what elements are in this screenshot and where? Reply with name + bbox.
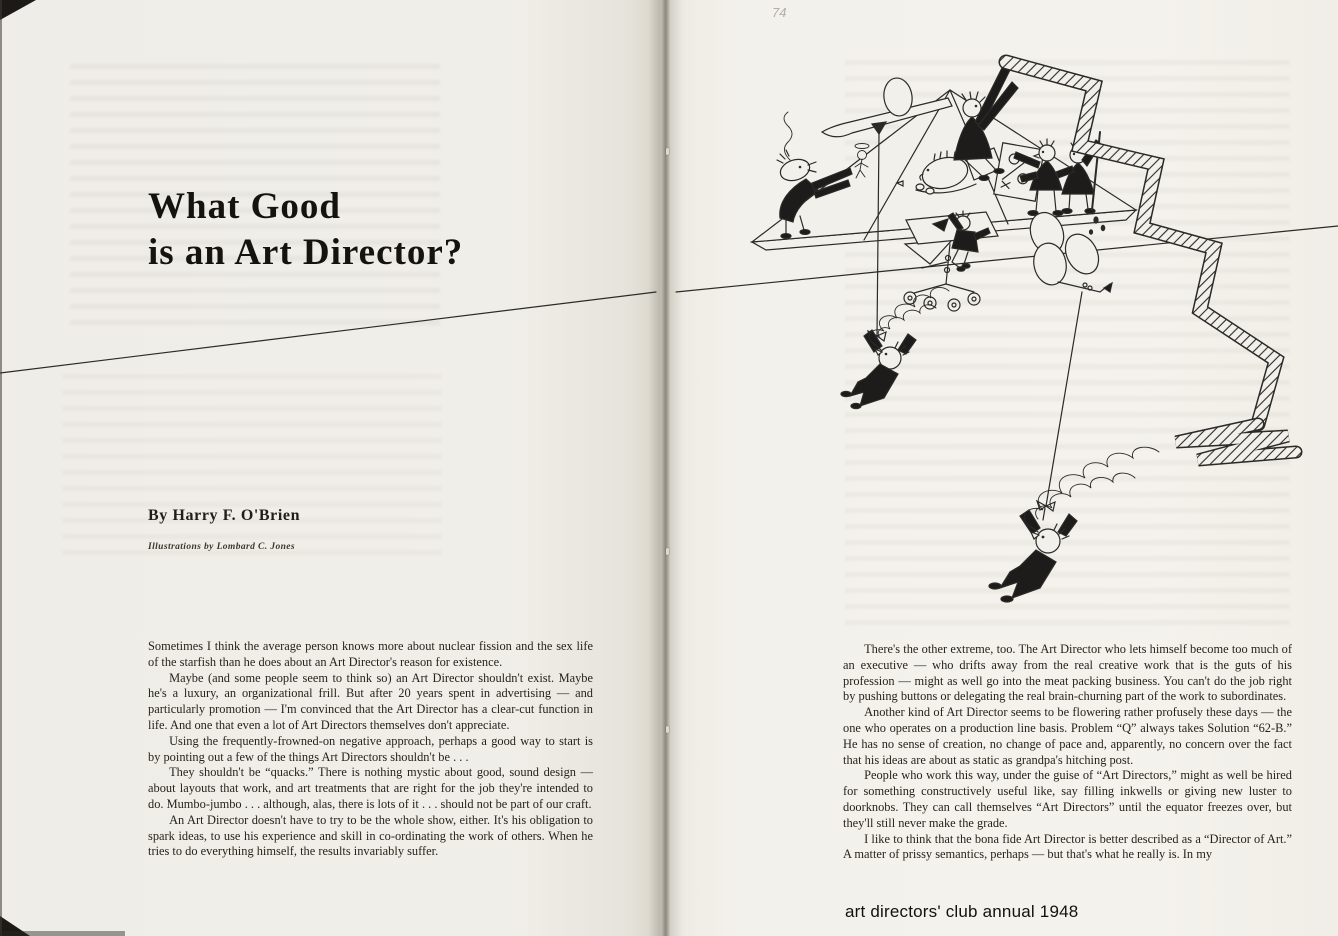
paragraph: I like to think that the bona fide Art Director is better described as a “Director of Art.” A matter of prissy semantics, perhaps — but that's what he really is. In my (843, 831, 1292, 862)
paragraph: Maybe (and some people seem to think so) an Art Director shouldn't exist. Maybe he's a luxury, an organizational frill. But after 20 years spent in advertising — and particularly promotion — I'm convinced that the Art Director has a clear-cut function in life. And one that even a lot of Art Directors themselves don't appreciate. (148, 670, 593, 732)
paragraph: There's the other extreme, too. The Art Director who lets himself become too much of an executive — who drifts away from the real creative work that is the guts of his profession — might as well go into the meat packing business. You can't do the job right by pushing buttons or delegating the real brain-churning part of the work to subordinates. (843, 642, 1292, 704)
left-page-body (148, 639, 593, 860)
scan-edge (0, 0, 2, 936)
showthrough-text (62, 365, 442, 555)
paragraph: People who work this way, under the guise of “Art Directors,” might as well be hired for something constructively useful like, say filling inkwells or giving new luster to doorknobs. They can call themselves “Art Directors” until the equator freezes over, but they'll still never make the grade. (843, 768, 1292, 830)
paragraph: Using the frequently-frowned-on negative approach, perhaps a good way to start is by pointing out a few of the things Art Directors shouldn't be . . . (148, 733, 593, 764)
scan-edge (0, 931, 125, 936)
right-page-body (843, 642, 1292, 863)
author-byline: By Harry F. O'Brien (148, 507, 301, 524)
paragraph: Another kind of Art Director seems to be flowering rather profusely these days — the one who operates on a production line basis. Problem “Q” always takes Solution “62-B.” He has no sense of creation, no change of pace and, apparently, no concern over the fact that his ideas are about as static as grandpa's hitching post. (843, 705, 1292, 767)
article-title-line2: is an Art Director? (148, 232, 464, 273)
paragraph: An Art Director doesn't have to try to be the whole show, either. It's his obligation to spark ideas, to use his experience and skill in co-ordinating the work of others. When he tries to do everything himself, the results invariably suffer. (148, 812, 593, 859)
showthrough-text (845, 55, 1290, 625)
paragraph: Sometimes I think the average person knows more about nuclear fission and the sex life of the starfish than he does about an Art Director's reason for existence. (148, 639, 593, 669)
pencil-page-number: 74 (772, 5, 787, 20)
paragraph: They shouldn't be “quacks.” There is nothing mystic about good, sound design — about layouts that work, and art treatments that are right for the job they're intended to do. Mumbo-jumbo . . . although, alas, there is lots of it . . . should not be part of our craft. (148, 765, 593, 811)
article-title (148, 184, 463, 276)
illustration-credit: Illustrations by Lombard C. Jones (148, 542, 296, 552)
annual-caption: art directors' club annual 1948 (845, 902, 1079, 921)
article-title-line1: What Good (148, 186, 342, 227)
